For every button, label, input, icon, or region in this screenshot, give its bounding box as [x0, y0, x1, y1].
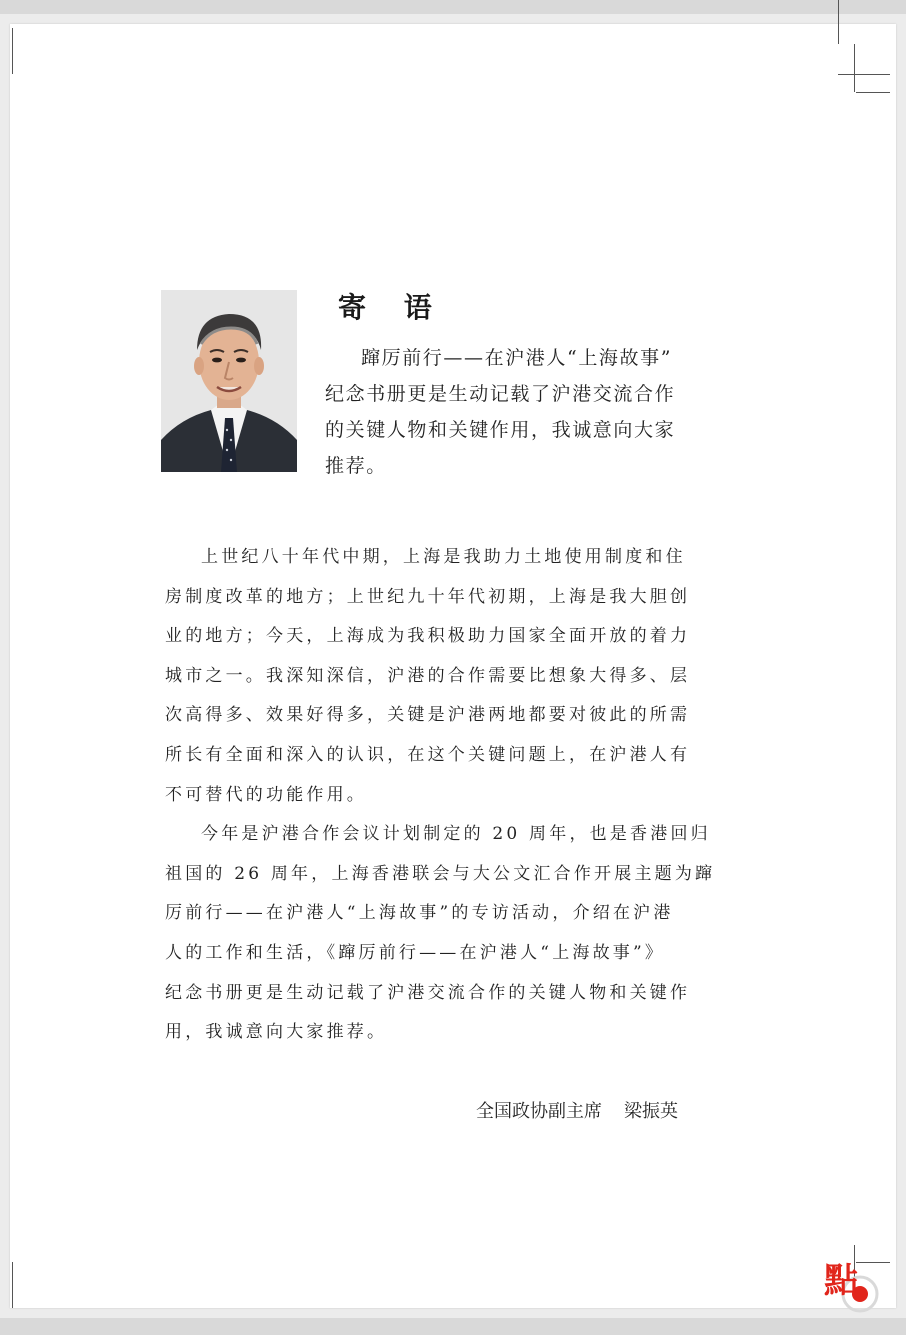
body-line: 所长有全面和深入的认识，在这个关键问题上，在沪港人有: [165, 744, 691, 765]
body-line: 祖国的 26 周年，上海香港联会与大公文汇合作开展主题为蹿: [165, 863, 716, 884]
intro-line: 纪念书册更是生动记载了沪港交流合作: [325, 383, 676, 405]
watermark-logo-icon: [820, 1252, 884, 1314]
signature: [476, 1097, 678, 1123]
signature-name: 梁振英: [624, 1101, 678, 1122]
body-line: 上世纪八十年代中期，上海是我助力土地使用制度和住: [201, 547, 686, 567]
body-line: 人的工作和生活，《蹿厉前行——在沪港人“上海故事”》: [165, 942, 666, 963]
body-line: 不可替代的功能作用。: [165, 784, 367, 805]
bottom-toolbar-strip: [0, 1318, 906, 1335]
crop-mark: [12, 28, 13, 74]
brand-watermark: [820, 1252, 884, 1314]
body-line: 业的地方；今天，上海成为我积极助力国家全面开放的着力: [165, 626, 691, 647]
body-text: [165, 538, 716, 1053]
intro-paragraph: [325, 340, 695, 484]
body-line: 城市之一。我深知深信，沪港的合作需要比想象大得多、层: [165, 665, 691, 686]
crop-mark: [12, 1262, 13, 1308]
body-line: 次高得多、效果好得多，关键是沪港两地都要对彼此的所需: [165, 705, 691, 726]
top-toolbar-strip: [0, 0, 906, 14]
body-line: 纪念书册更是生动记载了沪港交流合作的关键人物和关键作: [165, 982, 691, 1003]
signature-title: 全国政协副主席: [476, 1101, 602, 1122]
portrait-illustration: [161, 290, 297, 472]
crop-mark: [856, 92, 890, 93]
intro-line: 的关键人物和关键作用，我诚意向大家: [325, 419, 676, 441]
body-line: 用，我诚意向大家推荐。: [165, 1022, 388, 1043]
page-title: 寄 语: [338, 291, 446, 324]
svg-text:點: 點: [824, 1261, 858, 1301]
intro-line: 蹿厉前行——在沪港人“上海故事”: [361, 347, 673, 369]
body-line: 厉前行——在沪港人“上海故事”的专访活动，介绍在沪港: [165, 903, 674, 924]
crop-mark: [854, 44, 855, 92]
crop-mark: [838, 0, 839, 44]
body-line: 今年是沪港合作会议计划制定的 20 周年，也是香港回归: [201, 824, 711, 845]
crop-mark: [838, 74, 890, 75]
body-line: 房制度改革的地方；上世纪九十年代初期，上海是我大胆创: [165, 586, 691, 607]
portrait-photo: [161, 290, 297, 472]
intro-line: 推荐。: [325, 455, 387, 477]
